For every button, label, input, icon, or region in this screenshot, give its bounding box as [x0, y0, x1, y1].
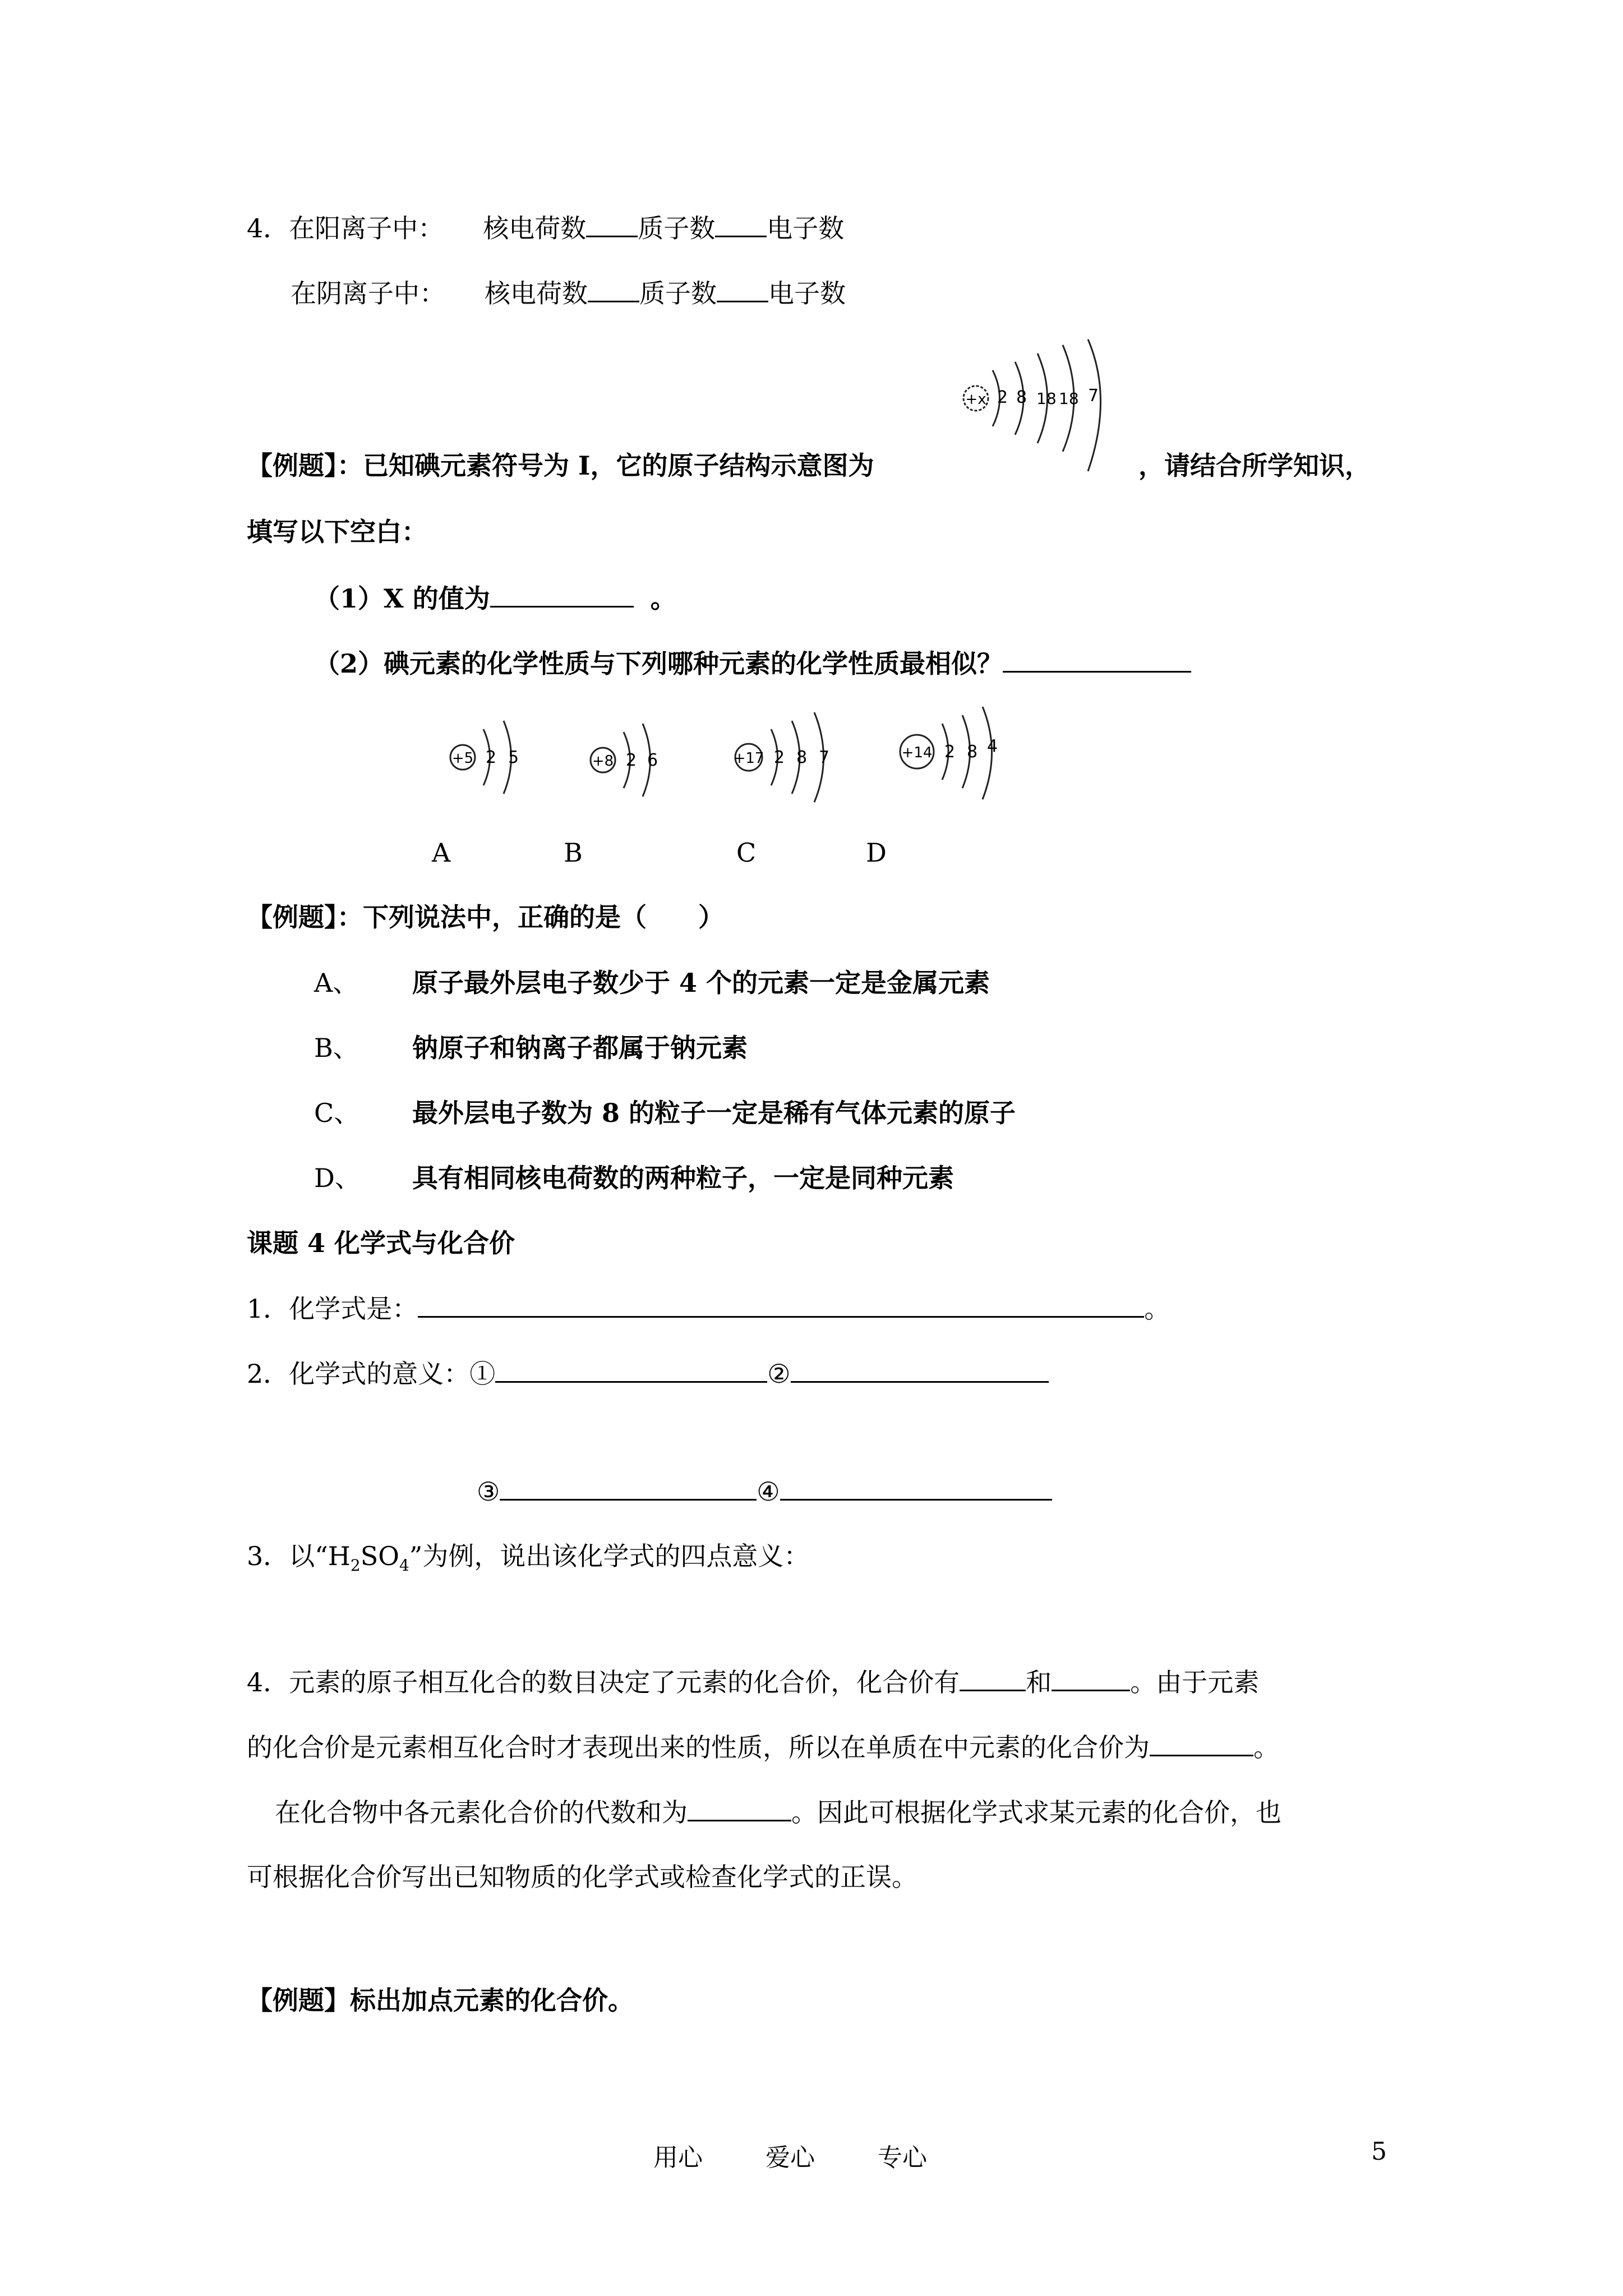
example1-text-cont: 填写以下空白： — [247, 517, 427, 547]
example1-line1b — [1138, 449, 1371, 482]
option-text: 具有相同核电荷数的两种粒子，一定是同种元素 — [412, 1163, 954, 1193]
lesson4-item2-cont — [477, 1474, 1052, 1508]
ion-line-anion — [291, 276, 846, 310]
item3-text: 3．以“H — [247, 1541, 351, 1571]
para-text: 。因此可根据化学式求某元素的化合价，也 — [791, 1797, 1281, 1828]
example1-line1 — [247, 449, 874, 482]
para-text: 在化合物中各元素化合价的代数和为 — [275, 1797, 688, 1828]
example2-option-c — [314, 1096, 1016, 1130]
lesson4-para4: 可根据化合价写出已知物质的化学式或检查化学式的正误。 — [247, 1862, 917, 1892]
atom-diagram-b — [578, 712, 690, 808]
option-letter: C、 — [314, 1098, 360, 1128]
footer-word: 用心 — [653, 2143, 703, 2172]
item3-tail: ”为例，说出该化学式的四点意义： — [409, 1541, 810, 1571]
para-text: 4．元素的原子相互化合的数目决定了元素的化合价，化合价有 — [247, 1667, 960, 1697]
circled-number: ① — [469, 1359, 496, 1389]
footer-word: 爱心 — [766, 2143, 815, 2172]
option-letter: A、 — [314, 968, 359, 998]
example1-text-tail: ，请结合所学知识， — [1138, 450, 1371, 481]
item2-text: 2．化学式的意义： — [247, 1359, 470, 1389]
shell-count: 18 — [1059, 389, 1079, 408]
answer-blank[interactable] — [500, 1474, 757, 1501]
example1-q1 — [314, 581, 676, 615]
answer-blank[interactable] — [791, 1356, 1049, 1383]
example2-option-a — [314, 966, 990, 1000]
nucleus-label: +17 — [733, 750, 764, 767]
nucleus-label: +x — [965, 391, 986, 408]
shell-count: 8 — [967, 742, 978, 762]
subscript: 2 — [350, 1556, 361, 1575]
question1-period: 。 — [650, 583, 676, 614]
option-label-a: A — [432, 838, 451, 868]
ion-line-cation — [247, 211, 844, 245]
example2-header — [247, 900, 724, 934]
electron-count-label: 电子数 — [767, 213, 845, 243]
blank-field[interactable] — [586, 211, 638, 237]
question1-text: （1）X 的值为 — [314, 583, 490, 614]
lesson4-para3 — [275, 1795, 1281, 1829]
example1-q2 — [314, 646, 1191, 680]
shell-count: 7 — [819, 748, 830, 767]
shell-count: 4 — [987, 737, 998, 756]
option-label-b: B — [564, 838, 583, 868]
example2-option-b — [314, 1031, 748, 1065]
atom-diagram-d — [886, 701, 1021, 813]
answer-blank[interactable] — [495, 1356, 767, 1383]
question2-text: （2）碘元素的化学性质与下列哪种元素的化学性质最相似？ — [314, 648, 1003, 679]
page-number: 5 — [1371, 2137, 1387, 2166]
option-label-c: C — [736, 838, 757, 868]
nucleus-label: +14 — [901, 744, 933, 761]
nucleus-label: +5 — [451, 750, 474, 767]
example2-text: ：下列说法中，正确的是（ ） — [337, 902, 724, 932]
shell-count: 2 — [997, 388, 1008, 407]
nuclear-charge-label: 核电荷数 — [483, 213, 587, 243]
answer-blank[interactable] — [688, 1795, 791, 1821]
atom-diagram-a — [443, 712, 555, 808]
lesson4-item3 — [247, 1539, 809, 1582]
shell-count: 6 — [647, 751, 658, 770]
shell-count: 5 — [508, 748, 519, 767]
para-text: 的化合价是元素相互化合时才表现出来的性质，所以在单质在中元素的化合价为 — [247, 1732, 1150, 1763]
answer-blank[interactable] — [780, 1474, 1052, 1501]
answer-blank[interactable] — [418, 1291, 1144, 1318]
proton-count-label: 质子数 — [638, 213, 716, 243]
answer-blank[interactable] — [1003, 646, 1191, 673]
lesson-title: 课题 4 化学式与化合价 — [247, 1228, 515, 1258]
example-tag: 【例题】 — [247, 1985, 350, 2016]
shell-count: 2 — [944, 742, 956, 762]
anion-prefix: 在阴离子中： — [291, 278, 445, 309]
answer-blank[interactable] — [490, 581, 634, 608]
item1-text: 1．化学式是： — [247, 1294, 418, 1324]
option-letter: D、 — [314, 1163, 361, 1193]
answer-blank[interactable] — [1052, 1665, 1130, 1691]
shell-count: 18 — [1036, 389, 1057, 408]
footer-word: 专心 — [878, 2143, 927, 2172]
item3-formula: SO — [360, 1541, 399, 1571]
answer-blank[interactable] — [960, 1665, 1026, 1691]
example3-text: 标出加点元素的化合价。 — [350, 1985, 634, 2016]
atom-diagram-c — [723, 707, 858, 813]
option-text: 钠原子和钠离子都属于钠元素 — [412, 1033, 748, 1063]
circled-number: ④ — [757, 1476, 780, 1507]
answer-blank[interactable] — [1150, 1730, 1253, 1756]
example1-text: ：已知碘元素符号为 I，它的原子结构示意图为 — [337, 450, 874, 481]
para-text: 。由于元素 — [1130, 1667, 1260, 1697]
subscript: 4 — [399, 1556, 409, 1575]
example3 — [247, 1984, 634, 2017]
proton-count-label: 质子数 — [639, 278, 717, 309]
circled-number: ② — [767, 1359, 791, 1389]
example2-option-d — [314, 1161, 954, 1195]
option-letter: B、 — [314, 1033, 359, 1063]
cation-prefix: 4．在阳离子中： — [247, 213, 444, 243]
para-text: 和 — [1026, 1667, 1052, 1697]
example-tag: 【例题】 — [247, 450, 337, 481]
example1-line2 — [247, 515, 427, 549]
blank-field[interactable] — [588, 276, 639, 302]
electron-count-label: 电子数 — [768, 278, 846, 309]
para-text: 。 — [1253, 1732, 1279, 1763]
blank-field[interactable] — [717, 276, 768, 302]
shell-count: 7 — [1088, 386, 1099, 406]
blank-field[interactable] — [715, 211, 767, 237]
option-label-d: D — [866, 838, 887, 868]
lesson4-item2 — [247, 1356, 1049, 1391]
lesson4-para2 — [247, 1730, 1279, 1764]
nucleus-label: +8 — [592, 753, 614, 770]
item1-period: 。 — [1144, 1294, 1170, 1324]
option-text: 最外层电子数为 8 的粒子一定是稀有气体元素的原子 — [412, 1098, 1016, 1128]
shell-count: 8 — [1016, 388, 1027, 407]
nuclear-charge-label: 核电荷数 — [485, 278, 588, 309]
iodine-atom-diagram — [953, 337, 1133, 482]
lesson4-item1 — [247, 1291, 1170, 1326]
shell-count: 8 — [796, 748, 808, 767]
circled-number: ③ — [477, 1476, 500, 1507]
lesson4-para1 — [247, 1665, 1259, 1699]
option-text: 原子最外层电子数少于 4 个的元素一定是金属元素 — [412, 968, 990, 998]
shell-count: 2 — [486, 748, 497, 767]
shell-count: 2 — [626, 751, 637, 770]
example-tag: 【例题】 — [247, 902, 337, 932]
shell-count: 2 — [774, 748, 785, 767]
